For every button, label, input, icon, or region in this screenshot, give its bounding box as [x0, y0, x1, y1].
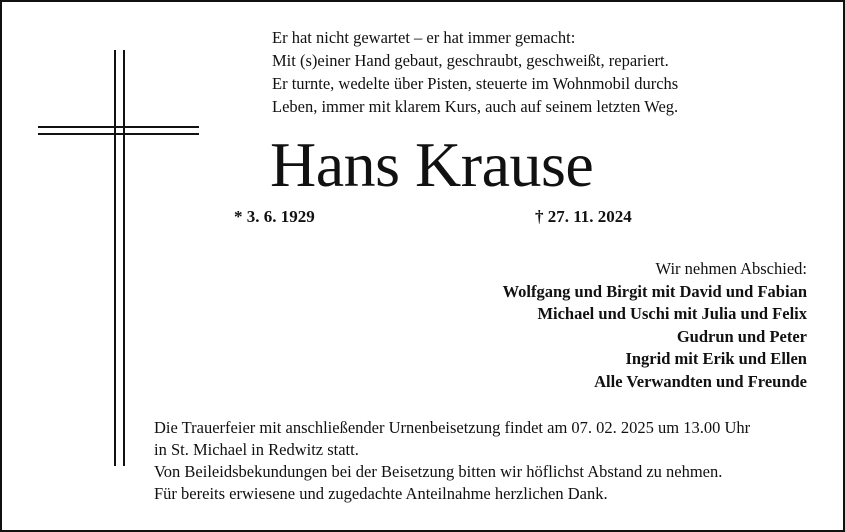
death-date: † 27. 11. 2024 [535, 207, 632, 226]
funeral-notice [154, 417, 750, 505]
mourner-name: Alle Verwandten und Freunde [594, 371, 807, 391]
mourner-name: Michael und Uschi mit Julia und Felix [537, 304, 807, 323]
mourner-name: Wolfgang und Birgit mit David und Fabian [502, 281, 807, 301]
cross-horizontal-bottom [38, 133, 199, 135]
cross-horizontal-top [38, 126, 199, 128]
mourner-name: Ingrid mit Erik und Ellen [625, 349, 807, 368]
cross-vertical-left [114, 50, 116, 466]
mourner-name: Gudrun und Peter [676, 326, 807, 346]
deceased-name: Hans Krause [270, 129, 594, 200]
poem-line: Leben, immer mit klarem Kurs, auch auf seinem letzten Weg. [272, 97, 679, 116]
cross-vertical-right [123, 50, 125, 466]
mourners-list [503, 258, 807, 393]
poem-line: Er turnte, wedelte über Pisten, steuerte im Wohnmobil durchs [272, 74, 679, 93]
notice-line: in St. Michael in Redwitz statt. [154, 440, 359, 459]
poem-line: Mit (s)einer Hand gebaut, geschraubt, geschweißt, repariert. [272, 51, 669, 70]
birth-date: * 3. 6. 1929 [234, 207, 315, 226]
notice-line: Von Beileidsbekundungen bei der Beisetzung bitten wir höflichst Abstand zu nehmen. [154, 462, 723, 481]
memorial-poem [272, 26, 678, 118]
notice-line: Die Trauerfeier mit anschließender Urnenbeisetzung findet am 07. 02. 2025 um 13.00 Uhr [154, 418, 751, 437]
poem-line: Er hat nicht gewartet – er hat immer gemacht: [272, 28, 576, 47]
mourners-intro: Wir nehmen Abschied: [655, 259, 807, 278]
notice-line: Für bereits erwiesene und zugedachte Anteilnahme herzlichen Dank. [154, 484, 608, 503]
